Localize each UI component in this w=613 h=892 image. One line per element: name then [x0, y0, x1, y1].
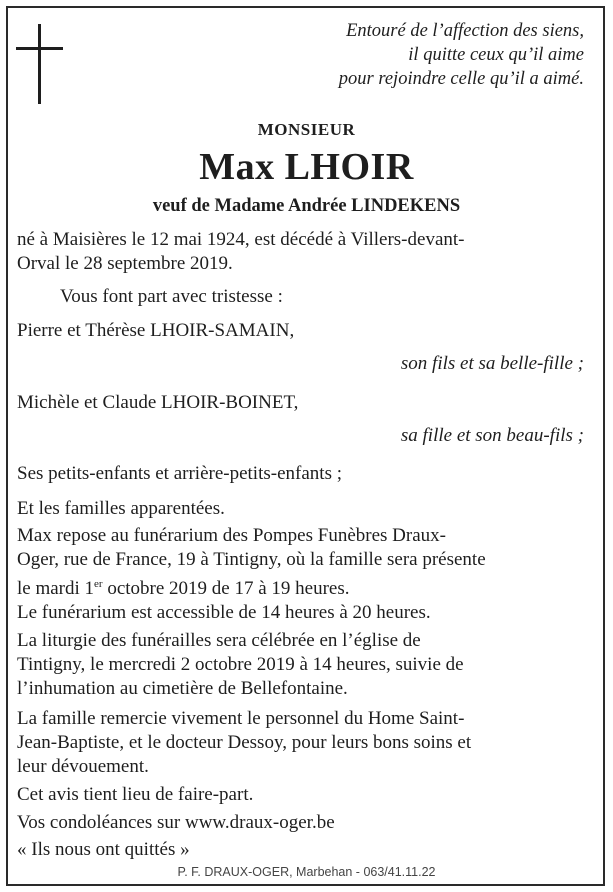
ordinal-suffix: er — [94, 578, 103, 590]
footer-funeral-home: P. F. DRAUX-OGER, Marbehan - 063/41.11.22 — [177, 865, 436, 879]
paragraph-line: La liturgie des funérailles sera célébrée en l’église de — [17, 630, 421, 651]
family-relation-1: son fils et sa belle-fille ; — [400, 353, 584, 374]
cross-icon — [38, 24, 41, 104]
birth-death-paragraph — [17, 228, 592, 276]
paragraph-line: Jean-Baptiste, et le docteur Dessoy, pour leurs bons soins et — [17, 732, 472, 753]
liturgy-paragraph — [17, 629, 592, 701]
condolences-text: Vos condoléances sur www.draux-oger.be — [17, 812, 335, 833]
epigraph-line: il quitte ceux qu’il aime — [408, 45, 584, 65]
closing-quote: « Ils nous ont quittés » — [17, 839, 190, 860]
date-prefix: le mardi 1 — [17, 578, 95, 599]
paragraph-line: Tintigny, le mercredi 2 octobre 2019 à 14 heures, suivie de — [17, 654, 464, 675]
paragraph-line: l’inhumation au cimetière de Bellefontaine. — [17, 678, 348, 699]
paragraph-line: né à Maisières le 12 mai 1924, est décédé à Villers-devant- — [17, 229, 465, 250]
epigraph — [339, 19, 584, 91]
announce-text: Vous font part avec tristesse : — [60, 286, 283, 307]
deceased-name: Max LHOIR — [199, 146, 414, 188]
date-suffix: octobre 2019 de 17 à 19 heures. — [102, 578, 350, 599]
paragraph-line — [17, 572, 592, 601]
paragraph-line: leur dévouement. — [17, 756, 149, 777]
title-prefix: MONSIEUR — [257, 120, 356, 139]
grandchildren-text: Ses petits-enfants et arrière-petits-enfants ; — [17, 463, 342, 484]
funerarium-paragraph — [17, 524, 592, 601]
families-text: Et les familles apparentées. — [17, 498, 225, 519]
notice-text: Cet avis tient lieu de faire-part. — [17, 784, 254, 805]
epigraph-line: pour rejoindre celle qu’il a aimé. — [338, 69, 584, 89]
widow-of: veuf de Madame Andrée LINDEKENS — [152, 196, 461, 216]
paragraph-line: Oger, rue de France, 19 à Tintigny, où la famille sera présente — [17, 549, 486, 570]
epigraph-line: Entouré de l’affection des siens, — [346, 21, 584, 41]
family-relation-2: sa fille et son beau-fils ; — [400, 425, 584, 446]
paragraph-line: Max repose au funérarium des Pompes Funèbres Draux- — [17, 525, 446, 546]
cross-icon-bar — [16, 47, 63, 50]
family-names-2: Michèle et Claude LHOIR-BOINET, — [17, 392, 299, 413]
paragraph-line: Orval le 28 septembre 2019. — [17, 253, 233, 274]
family-names-1: Pierre et Thérèse LHOIR-SAMAIN, — [17, 320, 295, 341]
accessible-text: Le funérarium est accessible de 14 heures à 20 heures. — [17, 602, 431, 623]
thanks-paragraph — [17, 707, 592, 779]
paragraph-line: La famille remercie vivement le personnel du Home Saint- — [17, 708, 465, 729]
